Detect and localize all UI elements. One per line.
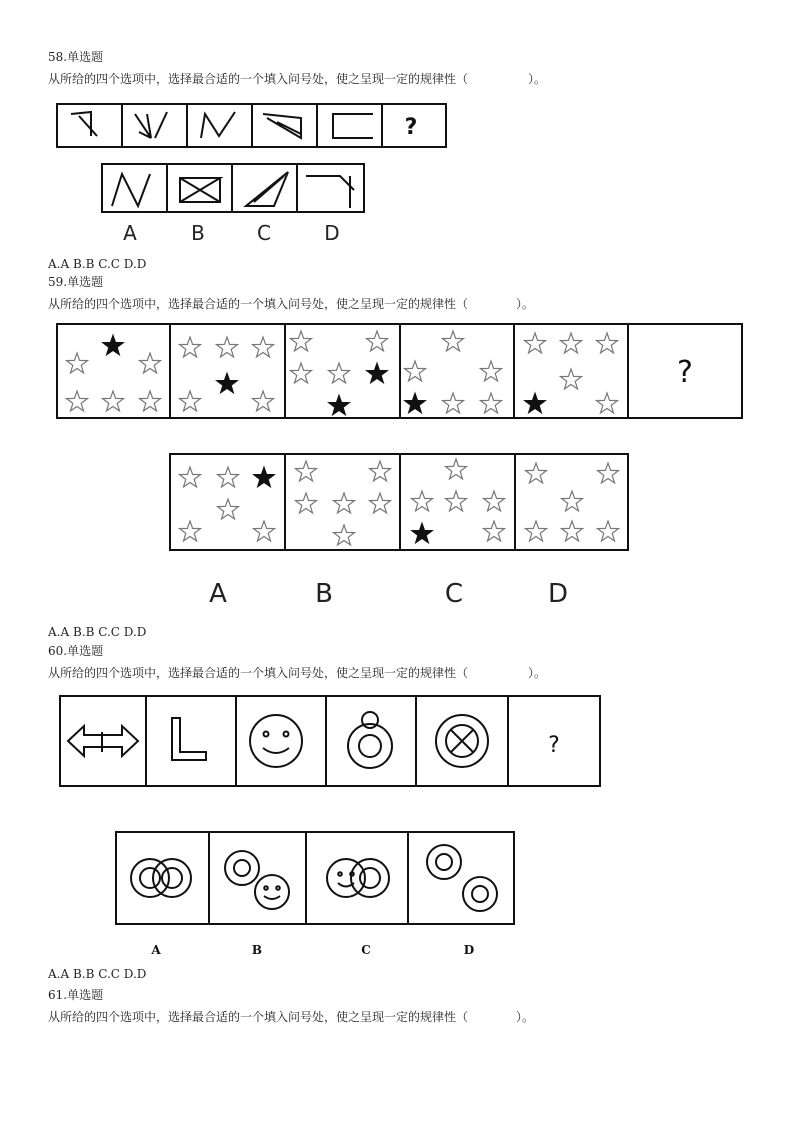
q60-option-b-label: B [251, 943, 263, 957]
q59-option-d-label: D [547, 579, 569, 609]
q60-sequence-figure [58, 694, 604, 790]
q59-sequence-figure [55, 322, 747, 422]
q59-stem: 从所给的四个选项中，选择最合适的一个填入问号处，使之呈现一定的规律性（ ）。 [48, 297, 535, 311]
q60-option-d-label: D [463, 943, 475, 957]
q58-sequence-figure [55, 102, 450, 150]
q60-option-c-label: C [361, 943, 371, 957]
q59-answer-choices: A.A B.B C.C D.D [48, 625, 147, 639]
q59-number: 59.单选题 [48, 275, 104, 289]
q60-option-a-label: A [151, 943, 161, 957]
q58-answer-choices: A.A B.B C.C D.D [48, 257, 147, 271]
q58-option-d-label: D [324, 221, 340, 245]
q58-option-b-label: B [191, 221, 205, 245]
q59-option-c-label: C [444, 579, 464, 609]
q59-options-figure [168, 452, 632, 612]
q61-number: 61.单选题 [48, 988, 104, 1002]
q58-option-c-label: C [257, 221, 271, 245]
q60-answer-choices: A.A B.B C.C D.D [48, 967, 147, 981]
q60-stem: 从所给的四个选项中，选择最合适的一个填入问号处，使之呈现一定的规律性（ ）。 [48, 666, 547, 680]
q58-question-mark: ? [404, 115, 418, 140]
q60-options-figure [114, 830, 518, 960]
q60-number: 60.单选题 [48, 644, 104, 658]
q58-stem: 从所给的四个选项中，选择最合适的一个填入问号处，使之呈现一定的规律性（ ）。 [48, 72, 547, 86]
q61-stem: 从所给的四个选项中，选择最合适的一个填入问号处，使之呈现一定的规律性（ ）。 [48, 1010, 535, 1024]
q59-option-a-label: A [209, 579, 227, 609]
q58-option-a-label: A [123, 221, 137, 245]
q59-option-b-label: B [315, 579, 333, 609]
q59-question-mark: ? [677, 355, 693, 390]
q60-question-mark: ? [548, 733, 560, 758]
q58-options-figure [100, 162, 368, 246]
q58-number: 58.单选题 [48, 50, 104, 64]
